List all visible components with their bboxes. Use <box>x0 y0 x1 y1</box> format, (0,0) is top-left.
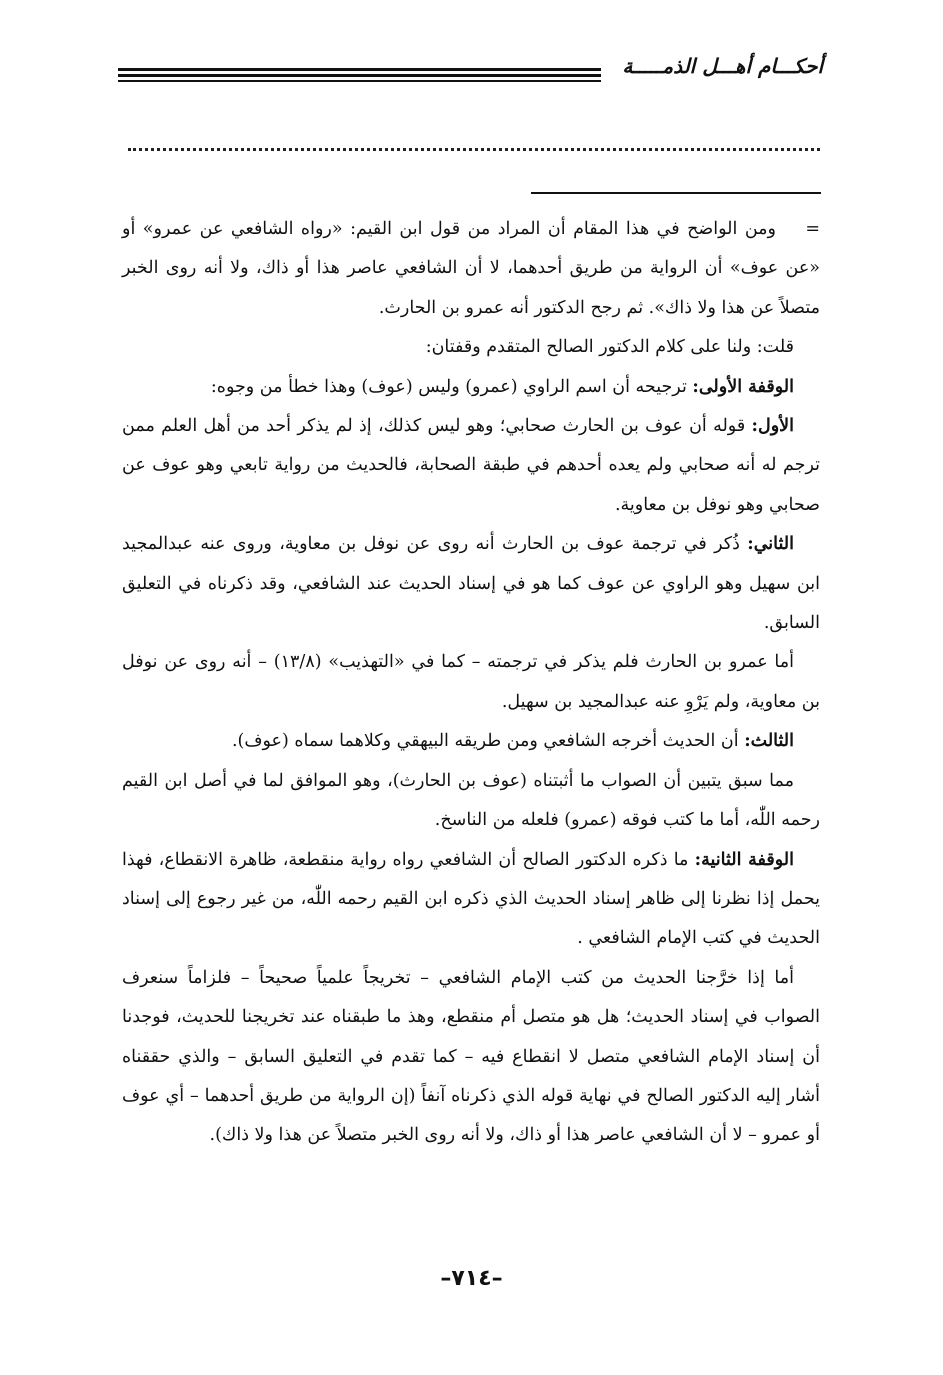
footnote-paragraph-1: =ومن الواضح في هذا المقام أن المراد من قول ابن القيم: «رواه الشافعي عن عمرو» أو «عن عوف» أن الرواية من طريق أحدهما، لا أن الشافعي عاصر هذا أو ذاك، ولا أنه روى الخبر متصلاً عن هذا ولا ذاك». ثم رجح الدكتور أنه عمرو بن الحارث. <box>122 210 820 328</box>
footnote-paragraph-8: مما سبق يتبين أن الصواب ما أثبتناه (عوف بن الحارث)، وهو الموافق لما في أصل ابن القيم رحمه اللّٰه، أما ما كتب فوقه (عمرو) فلعله من الناسخ. <box>122 770 820 831</box>
footnote-text <box>122 210 820 1156</box>
footnote-paragraph-9: الوقفة الثانية: ما ذكره الدكتور الصالح أن الشافعي رواه رواية منقطعة، ظاهرة الانقطاع، فهذا يحمل إذا نظرنا إلى ظاهر إسناد الحديث الذي ذكره ابن القيم رحمه اللّٰه، من غير رجوع إلى إسناد الحديث في كتب الإمام الشافعي . <box>122 849 820 949</box>
paragraph-lead: الوقفة الثانية: <box>694 849 794 870</box>
footnote-paragraph-7: الثالث: أن الحديث أخرجه الشافعي ومن طريقه البيهقي وكلاهما سماه (عوف). <box>231 731 794 752</box>
header-title: أحكـــام أهـــل الذمـــــة <box>622 54 823 78</box>
footnote-paragraph-4: الأول: قوله أن عوف بن الحارث صحابي؛ وهو ليس كذلك، إذ لم يذكر أحد من أهل العلم ممن ترجم له أنه صحابي ولم يعده أحدهم في طبقة الصحابة، فالحديث من رواية تابعي وهو عوف عن صحابي وهو نوفل بن معاوية. <box>122 416 820 515</box>
header-rule <box>118 68 601 82</box>
paragraph-lead: الوقفة الأولى: <box>692 376 794 397</box>
page-number: –٧١٤– <box>440 1266 503 1291</box>
footnote-separator <box>531 192 821 194</box>
paragraph-lead: الأول: <box>751 416 794 437</box>
footnote-paragraph-3: الوقفة الأولى: ترجيحه أن اسم الراوي (عمرو) وليس (عوف) وهذا خطأ من وجوه: <box>210 376 794 397</box>
dotted-separator <box>128 148 820 151</box>
running-header <box>118 52 823 92</box>
footnote-paragraph-5: الثاني: ذُكر في ترجمة عوف بن الحارث أنه روى عن نوفل بن معاوية، وروى عنه عبدالمجيد ابن سهيل وهو الراوي عن عوف كما هو في إسناد الحديث عند الشافعي، وقد ذكرناه في التعليق السابق. <box>122 534 820 634</box>
footnote-paragraph-10: أما إذا خرَّجنا الحديث من كتب الإمام الشافعي – تخريجاً علمياً صحيحاً – فلزاماً سنعرف الصواب في إسناد الحديث؛ هل هو متصل أم منقطع، وهذ ما طبقناه عند تخريجنا للحديث، فوجدنا أن إسناد الإمام الشافعي متصل لا انقطاع فيه – كما تقدم في التعليق السابق – والذي حققناه أشار إليه الدكتور الصالح في نهاية قوله الذي ذكرناه آنفاً (إن الرواية من طريق أحدهما – أي عوف أو عمرو – لا أن الشافعي عاصر هذا أو ذاك، ولا أنه روى الخبر متصلاً عن هذا ولا ذاك). <box>122 967 820 1146</box>
footnote-paragraph-2: قلت: ولنا على كلام الدكتور الصالح المتقدم وقفتان: <box>425 337 794 358</box>
continuation-marker: = <box>805 219 820 239</box>
paragraph-lead: الثالث: <box>744 731 794 752</box>
footnote-paragraph-6: أما عمرو بن الحارث فلم يذكر في ترجمته – كما في «التهذيب» (١٣/٨) – أنه روى عن نوفل بن معاوية، ولم يَرْوِ عنه عبدالمجيد بن سهيل. <box>122 652 820 712</box>
paragraph-lead: الثاني: <box>747 534 794 555</box>
